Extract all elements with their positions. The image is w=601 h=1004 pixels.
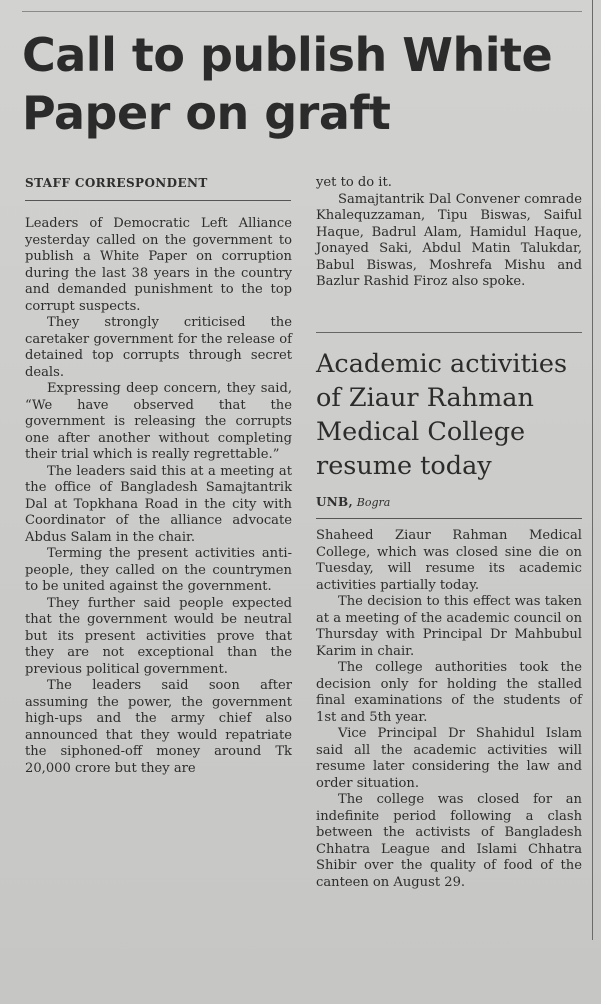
byline-agency: UNB,	[316, 495, 353, 509]
article2-byline	[316, 495, 576, 509]
paragraph: Shaheed Ziaur Rahman Medical College, which was closed sine die on Tuesday, will resume its academic activities partially today.	[316, 528, 582, 593]
article2-body	[316, 528, 582, 891]
right-column-divider	[592, 0, 593, 940]
top-divider	[22, 11, 582, 12]
article1-headline: Call to publish White Paper on graft	[22, 28, 553, 140]
paragraph: Vice Principal Dr Shahidul Islam said all the academic activities will resume later considering the law and order situation.	[316, 726, 582, 791]
byline-divider	[25, 200, 291, 201]
article1-column-2	[316, 175, 582, 291]
paragraph: The leaders said this at a meeting at the office of Bangladesh Samajtantrik Dal at Topkhana Road in the city with Coordinator of the alliance advocate Abdus Salam in the chair.	[25, 463, 292, 545]
paragraph: Leaders of Democratic Left Alliance yesterday called on the government to publish a White Paper on corruption during the last 38 years in the country and demanded punishment to the top corrupt suspects.	[25, 216, 292, 314]
paragraph: yet to do it.	[316, 175, 392, 190]
paragraph: Terming the present activities anti-people, they called on the countrymen to be united against the government.	[25, 546, 292, 594]
paragraph: Expressing deep concern, they said, “We have observed that the government is releasing the corrupts one after another without completing their trial which is really regrettable.”	[25, 381, 292, 462]
byline-place: Bogra	[356, 496, 391, 509]
article2-headline: Academic activities of Ziaur Rahman Medical College resume today	[316, 349, 568, 481]
byline-divider	[316, 518, 582, 519]
paragraph: The decision to this effect was taken at a meeting of the academic council on Thursday with Principal Dr Mahbubul Karim in chair.	[316, 594, 582, 659]
article1-byline: STAFF CORRESPONDENT	[25, 176, 208, 190]
article1-column-1	[25, 216, 292, 777]
paragraph: The college was closed for an indefinite period following a clash between the activists of Bangladesh Chhatra League and Islami Chhatra Shibir over the quality of food of the canteen on August 29.	[316, 792, 582, 890]
paragraph: The college authorities took the decision only for holding the stalled final examinations of the students of 1st and 5th year.	[316, 660, 582, 725]
article-divider	[316, 332, 582, 333]
paragraph: They further said people expected that the government would be neutral but its present activities prove that they are not exceptional than the previous political government.	[25, 595, 292, 677]
paragraph: The leaders said soon after assuming the power, the government high-ups and the army chief also announced that they would repatriate the siphoned-off money around Tk 20,000 crore but they are	[25, 678, 292, 776]
paragraph: Samajtantrik Dal Convener comrade Khalequzzaman, Tipu Biswas, Saiful Haque, Badrul Alam, Hamidul Haque, Jonayed Saki, Abdul Matin Talukdar, Babul Biswas, Moshrefa Mishu and Bazlur Rashid Firoz also spoke.	[316, 191, 582, 289]
paragraph: They strongly criticised the caretaker government for the release of detained top corrupts through secret deals.	[25, 315, 292, 380]
